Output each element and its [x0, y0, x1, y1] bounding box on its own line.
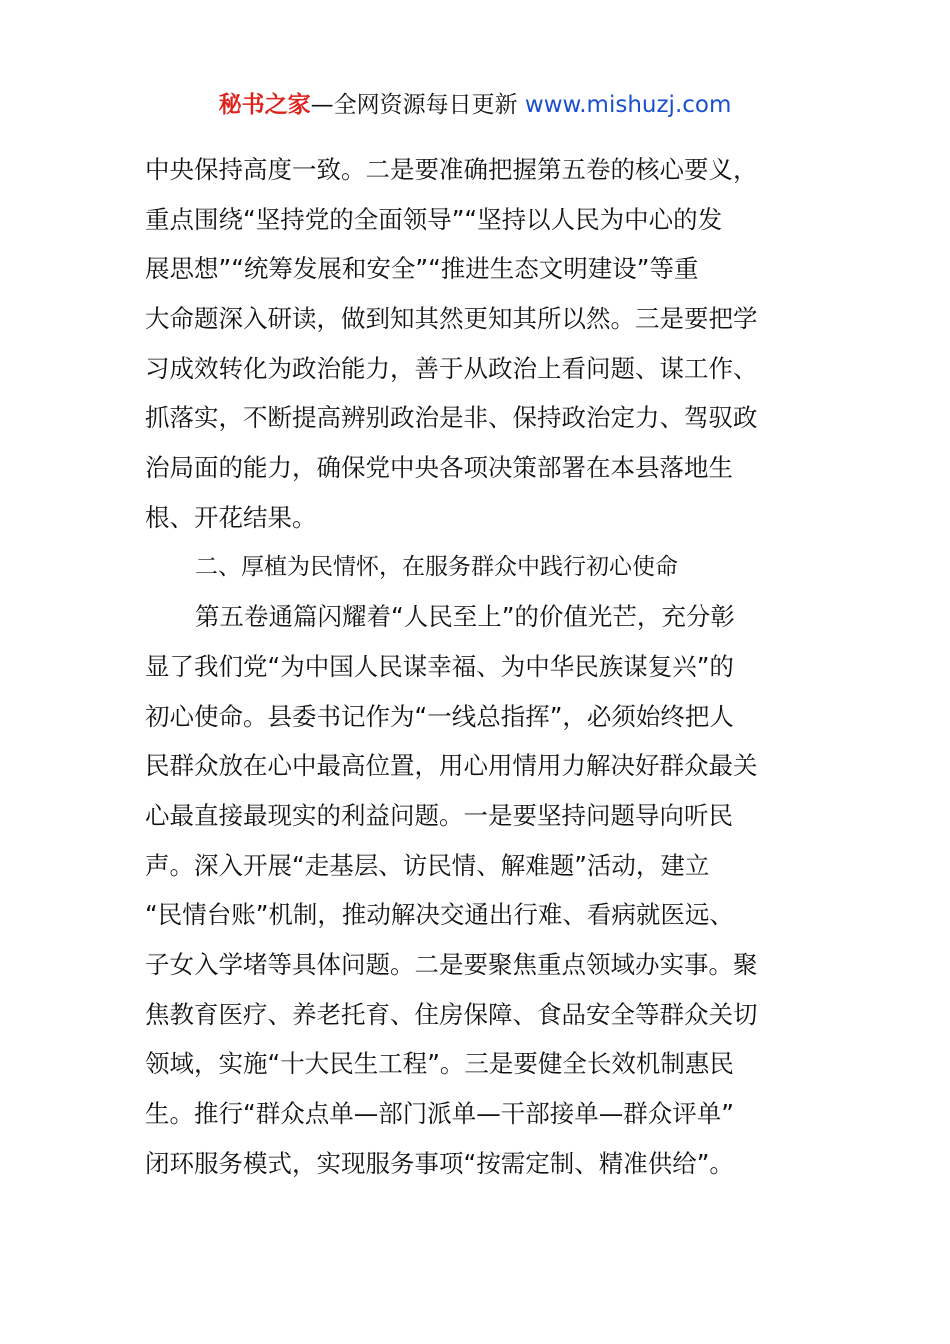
- paragraph-line: 大命题深入研读，做到知其然更知其所以然。三是要把学: [145, 304, 758, 334]
- paragraph-line: 显了我们党“为中国人民谋幸福、为中华民族谋复兴”的: [145, 651, 734, 681]
- site-header: [0, 88, 950, 122]
- paragraph-line: 领域，实施“十大民生工程”。三是要健全长效机制惠民: [145, 1049, 734, 1079]
- paragraph-line: 民群众放在心中最高位置，用心用情用力解决好群众最关: [145, 751, 758, 781]
- paragraph-line: 第五卷通篇闪耀着“人民至上”的价值光芒，充分彰: [195, 602, 735, 632]
- paragraph-line: 习成效转化为政治能力，善于从政治上看问题、谋工作、: [145, 353, 758, 383]
- paragraph-line: 心最直接最现实的利益问题。一是要坚持问题导向听民: [145, 800, 733, 830]
- header-tagline: —全网资源每日更新: [310, 92, 525, 118]
- paragraph-line: 焦教育医疗、养老托育、住房保障、食品安全等群众关切: [145, 999, 758, 1029]
- paragraph-line: 生。推行“群众点单—部门派单—干部接单—群众评单”: [145, 1099, 734, 1129]
- paragraph-line: 闭环服务模式，实现服务事项“按需定制、精准供给”。: [145, 1148, 734, 1178]
- paragraph-line: 根、开花结果。: [145, 502, 317, 532]
- paragraph-line: 展思想”“统筹发展和安全”“推进生态文明建设”等重: [145, 254, 699, 284]
- paragraph-line: “民情台账”机制，推动解决交通出行难、看病就医远、: [145, 900, 734, 930]
- site-url-link[interactable]: www.mishuzj.com: [524, 92, 732, 118]
- document-body: [145, 145, 815, 1188]
- section-heading: 二、厚植为民情怀，在服务群众中践行初心使命: [195, 553, 678, 580]
- paragraph-line: 初心使命。县委书记作为“一线总指挥”，必须始终把人: [145, 701, 734, 731]
- paragraph-line: 声。深入开展“走基层、访民情、解难题”活动，建立: [145, 850, 710, 880]
- paragraph-line: 抓落实，不断提高辨别政治是非、保持政治定力、驾驭政: [145, 403, 758, 433]
- brand-name: 秘书之家: [218, 92, 311, 118]
- paragraph-line: 子女入学堵等具体问题。二是要聚焦重点领域办实事。聚: [145, 950, 758, 979]
- paragraph-line: 重点围绕“坚持党的全面领导”“坚持以人民为中心的发: [145, 204, 723, 234]
- paragraph-line: 治局面的能力，确保党中央各项决策部署在本县落地生: [145, 453, 733, 483]
- paragraph-line: 中央保持高度一致。二是要准确把握第五卷的核心要义，: [145, 155, 758, 184]
